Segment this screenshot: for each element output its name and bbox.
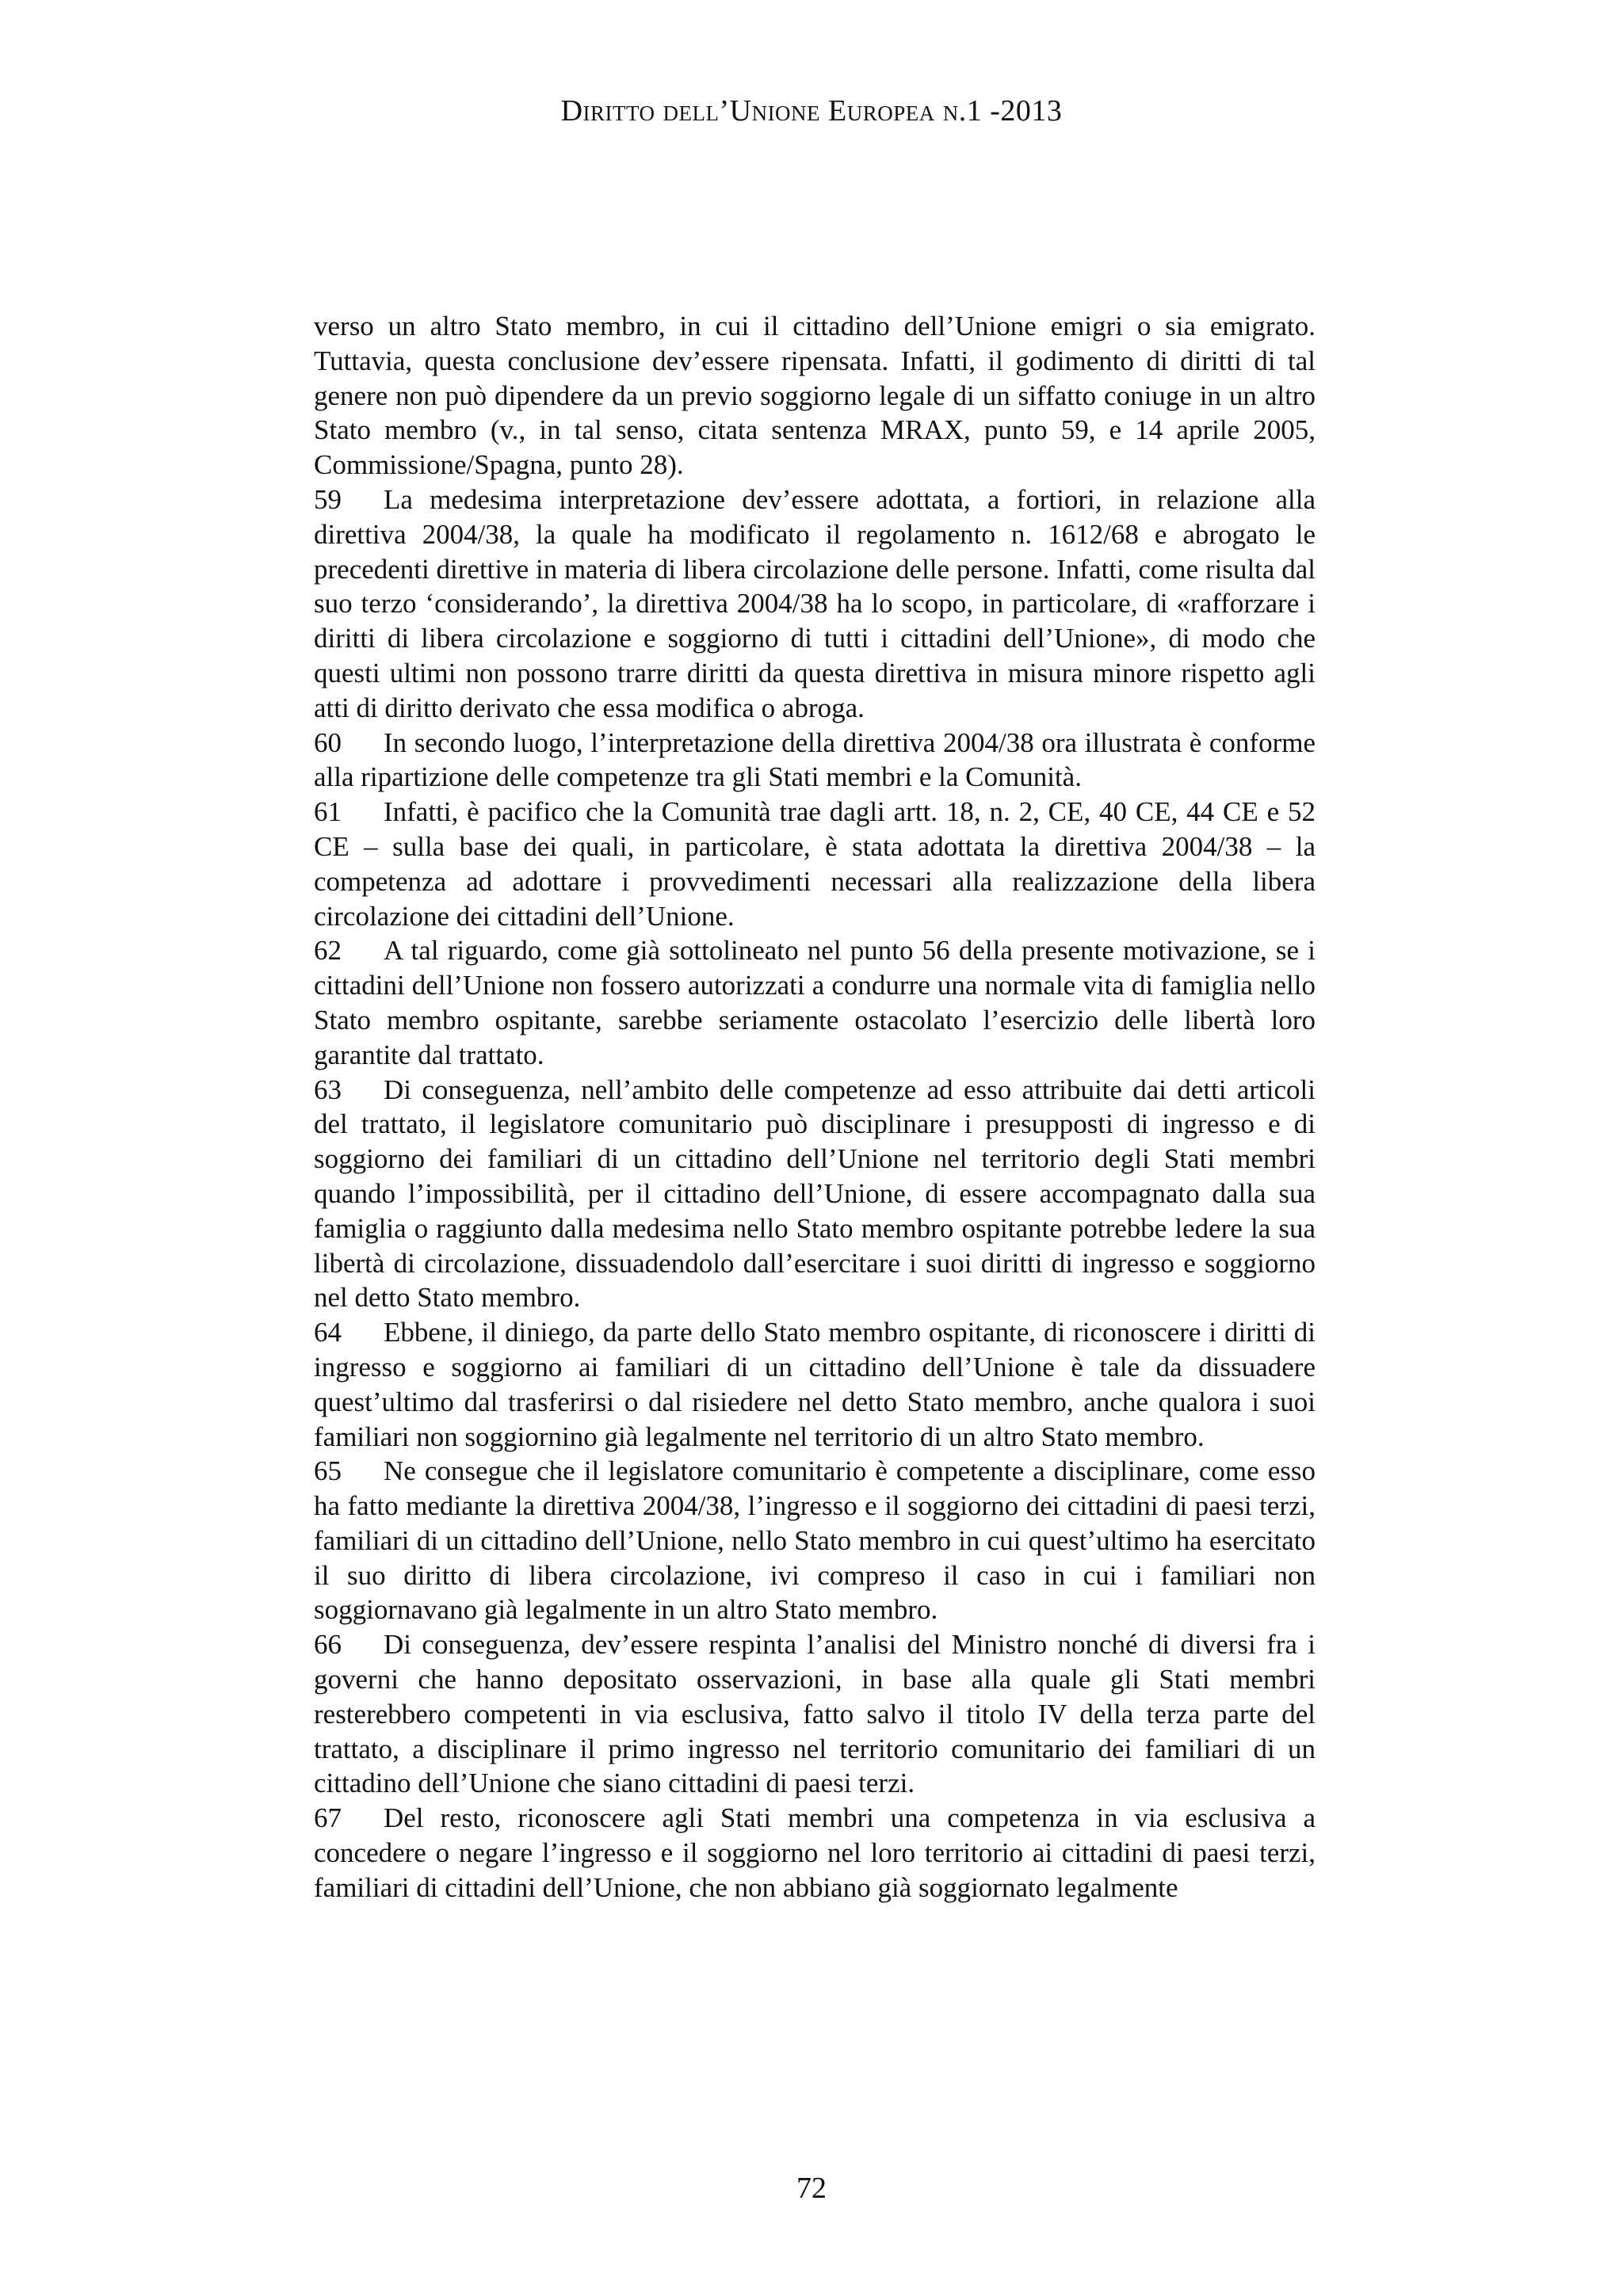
paragraph-number: 59 bbox=[314, 483, 342, 515]
paragraph-text: Ne consegue che il legislatore comunitario è competente a disciplinare, come esso ha fatto mediante la direttiva 2004/38, l’ingresso e il soggiorno dei cittadini di paesi terzi, familiari di un cittadino dell’Unione, nello Stato membro in cui quest’ultimo ha esercitato il suo diritto di libera circolazione, ivi compreso il caso in cui i familiari non soggiornavano già legalmente in un altro Stato membro. bbox=[314, 1455, 1316, 1626]
paragraph-number: 62 bbox=[314, 935, 342, 967]
paragraph-text: Di conseguenza, nell’ambito delle competenze ad esso attribuite dai detti articoli del trattato, il legislatore comunitario può disciplinare i presupposti di ingresso e di soggiorno dei familiari di un cittadino dell’Unione nel territorio degli Stati membri quando l’impossibilità, per il cittadino dell’Unione, di essere accompagnato dalla sua famiglia o raggiunto dalla medesima nello Stato membro ospitante potrebbe ledere la sua libertà di circolazione, dissuadendolo dall’esercitare i suoi diritti di ingresso e soggiorno nel detto Stato membro. bbox=[314, 1074, 1316, 1314]
paragraph-61 bbox=[314, 795, 1316, 933]
paragraph-67 bbox=[314, 1801, 1316, 1905]
paragraph-number: 66 bbox=[314, 1629, 342, 1661]
paragraph-text: La medesima interpretazione dev’essere adottata, a fortiori, in relazione alla direttiva 2004/38, la quale ha modificato il regolamento n. 1612/68 e abrogato le precedenti direttive in materia di libera circolazione delle persone. Infatti, come risulta dal suo terzo ‘considerando’, la direttiva 2004/38 ha lo scopo, in particolare, di «rafforzare i diritti di libera circolazione e soggiorno di tutti i cittadini dell’Unione», di modo che questi ultimi non possono trarre diritti da questa direttiva in misura minore rispetto agli atti di diritto derivato che essa modifica o abroga. bbox=[314, 483, 1316, 723]
running-header bbox=[0, 93, 1623, 128]
paragraph-text: Di conseguenza, dev’essere respinta l’analisi del Ministro nonché di diversi fra i governi che hanno depositato osservazioni, in base alla quale gli Stati membri resterebbero competenti in via esclusiva, fatto salvo il titolo IV della terza parte del trattato, a disciplinare il primo ingresso nel territorio comunitario dei familiari di un cittadino dell’Unione che siano cittadini di paesi terzi. bbox=[314, 1629, 1316, 1799]
running-header-title: Diritto dell’Unione Europea n.1 -2013 bbox=[560, 94, 1063, 128]
paragraph-text: Ebbene, il diniego, da parte dello Stato membro ospitante, di riconoscere i diritti di ingresso e soggiorno ai familiari di un cittadino dell’Unione è tale da dissuadere quest’ultimo dal trasferirsi o dal risiedere nel detto Stato membro, anche qualora i suoi familiari non soggiornino già legalmente nel territorio di un altro Stato membro. bbox=[314, 1317, 1316, 1452]
paragraph-text: Del resto, riconoscere agli Stati membri una competenza in via esclusiva a concedere o negare l’ingresso e il soggiorno nel loro territorio ai cittadini di paesi terzi, familiari di cittadini dell’Unione, che non abbiano già soggiornato legalmente bbox=[314, 1802, 1316, 1903]
paragraph-66 bbox=[314, 1627, 1316, 1801]
paragraph-59 bbox=[314, 482, 1316, 726]
page-number: 72 bbox=[796, 2172, 827, 2205]
body-text bbox=[314, 309, 1316, 1905]
paragraph-number: 64 bbox=[314, 1317, 342, 1348]
paragraph-65 bbox=[314, 1454, 1316, 1627]
paragraph-continuation bbox=[314, 309, 1316, 482]
paragraph-60 bbox=[314, 726, 1316, 795]
paragraph-62 bbox=[314, 933, 1316, 1072]
paragraph-64 bbox=[314, 1315, 1316, 1454]
paragraph-number: 63 bbox=[314, 1074, 342, 1105]
paragraph-text: Infatti, è pacifico che la Comunità trae dagli artt. 18, n. 2, CE, 40 CE, 44 CE e 52 CE – sulla base dei quali, in particolare, è stata adottata la direttiva 2004/38 – la competenza ad adottare i provvedimenti necessari alla realizzazione della libera circolazione dei cittadini dell’Unione. bbox=[314, 796, 1316, 932]
paragraph-text: A tal riguardo, come già sottolineato nel punto 56 della presente motivazione, se i cittadini dell’Unione non fossero autorizzati a condurre una normale vita di famiglia nello Stato membro ospitante, sarebbe seriamente ostacolato l’esercizio delle libertà loro garantite dal trattato. bbox=[314, 935, 1316, 1070]
paragraph-63 bbox=[314, 1073, 1316, 1316]
paragraph-number: 65 bbox=[314, 1455, 342, 1487]
paragraph-number: 67 bbox=[314, 1802, 342, 1834]
paragraph-number: 60 bbox=[314, 727, 342, 758]
paragraph-number: 61 bbox=[314, 796, 342, 828]
paragraph-text: In secondo luogo, l’interpretazione della direttiva 2004/38 ora illustrata è conforme alla ripartizione delle competenze tra gli Stati membri e la Comunità. bbox=[314, 727, 1316, 793]
paragraph-text: verso un altro Stato membro, in cui il cittadino dell’Unione emigri o sia emigrato. Tuttavia, questa conclusione dev’essere ripensata. Infatti, il godimento di diritti di tal genere non può dipendere da un previo soggiorno legale di un siffatto coniuge in un altro Stato membro (v., in tal senso, citata sentenza MRAX, punto 59, e 14 aprile 2005, Commissione/Spagna, punto 28). bbox=[314, 311, 1316, 481]
